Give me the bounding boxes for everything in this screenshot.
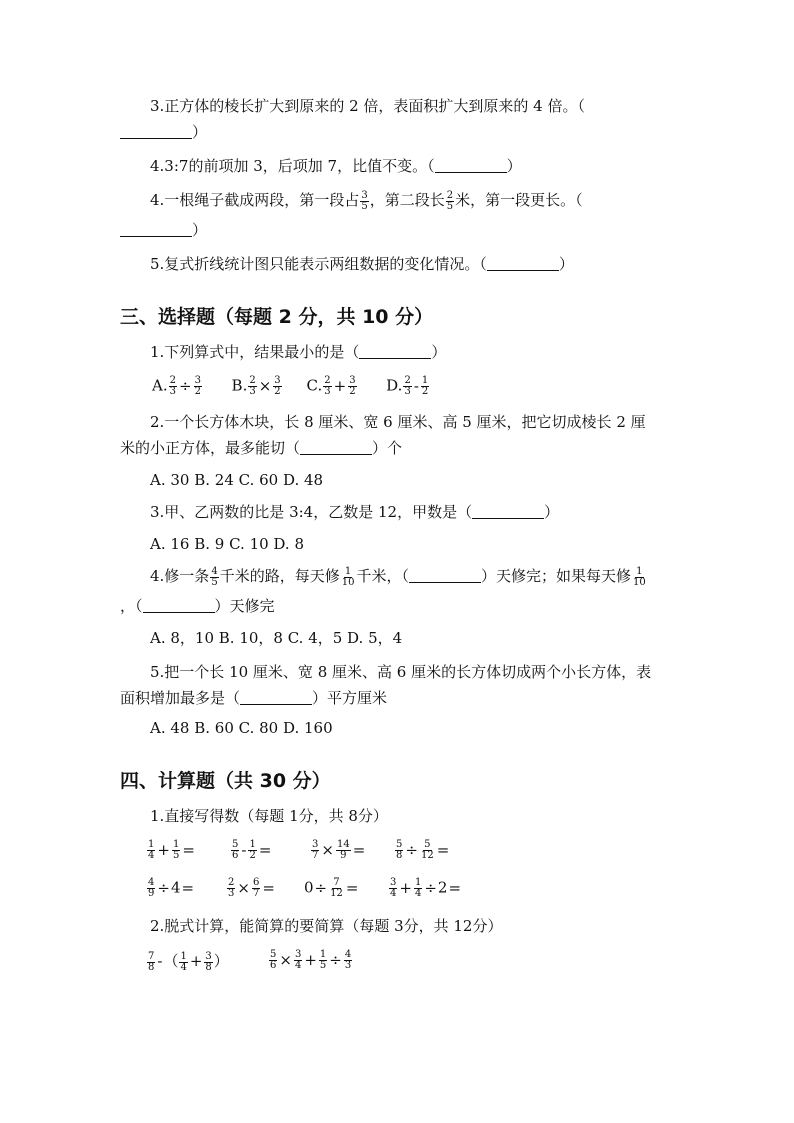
calc-expr: [310, 840, 366, 861]
text-fragment: 4.3:7的前项加 3，后项加 7，比值不变。（: [150, 157, 435, 175]
answer-blank[interactable]: [300, 439, 372, 455]
choice-q2: 2.一个长方体木块，长 8 厘米、宽 6 厘米、高 5 厘米，把它切成棱长 2 厘: [150, 413, 646, 431]
text-fragment: 1: [414, 877, 422, 888]
text-fragment: -: [241, 840, 247, 859]
text-fragment: 4: [414, 888, 422, 899]
choice-q1-options: [152, 376, 430, 397]
fraction: [341, 567, 356, 588]
text-fragment: 1: [421, 375, 429, 386]
fraction: [252, 878, 260, 899]
text-fragment: 5: [361, 200, 368, 212]
text-fragment: 5: [396, 839, 403, 850]
fraction: [632, 567, 647, 588]
fraction: [248, 840, 256, 861]
fraction: [294, 950, 302, 971]
text-fragment: 3: [344, 960, 352, 971]
text-fragment: ）天修完；如果每天修: [480, 567, 631, 585]
text-fragment: 6: [270, 960, 277, 971]
text-fragment: 1.下列算式中，结果最小的是（: [150, 343, 360, 361]
answer-blank[interactable]: [487, 255, 559, 271]
text-fragment: 3: [361, 189, 368, 201]
text-fragment: 米，第一段更长。（: [455, 191, 583, 209]
text-fragment: ×: [258, 376, 272, 395]
text-fragment: 2: [349, 386, 356, 397]
text-fragment: ）: [192, 123, 208, 141]
text-fragment: 2: [228, 877, 235, 888]
answer-blank[interactable]: [435, 157, 507, 173]
text-fragment: 1: [319, 949, 327, 960]
calc-expr: [388, 878, 462, 899]
calc-expr: [146, 840, 196, 861]
text-fragment: C.: [306, 376, 323, 395]
fraction: [147, 878, 155, 899]
text-fragment: =: [448, 878, 462, 897]
text-fragment: 4: [211, 565, 218, 577]
text-fragment: 3: [228, 888, 235, 899]
section-title-choice: 三、选择题（每题 2 分，共 10 分）: [120, 306, 434, 328]
text-fragment: 9: [148, 888, 155, 899]
text-fragment: 2: [437, 878, 448, 897]
fraction: [227, 878, 235, 899]
text-fragment: 千米的路，每天修: [219, 567, 340, 585]
choice-q4-cont: [120, 596, 275, 616]
text-fragment: 3: [205, 950, 212, 962]
fraction: [169, 376, 177, 397]
text-fragment: 1: [180, 950, 187, 962]
text-fragment: 3: [324, 386, 331, 397]
calc-expr: [146, 950, 229, 973]
text-fragment: ）天修完: [214, 597, 275, 615]
text-fragment: 2: [404, 375, 411, 386]
choice-q5-cont: [120, 688, 387, 708]
fraction: [204, 952, 212, 973]
fraction: [336, 840, 351, 861]
judge-q3-answer: [120, 122, 207, 142]
fraction: [446, 191, 454, 212]
choice-q2-cont: [120, 438, 402, 458]
answer-blank[interactable]: [120, 221, 192, 237]
text-fragment: 米的小正方体，最多能切（: [120, 439, 301, 457]
text-fragment: +: [399, 878, 412, 897]
text-fragment: 3: [294, 949, 302, 960]
section-title-calc: 四、计算题（共 30 分）: [120, 770, 331, 792]
text-fragment: 4.修一条: [150, 567, 210, 585]
choice-q3-options: A. 16 B. 9 C. 10 D. 8: [150, 535, 304, 553]
text-fragment: 5: [211, 576, 218, 588]
text-fragment: ，第二段长: [369, 191, 445, 209]
text-fragment: +: [157, 840, 170, 859]
text-fragment: 12: [420, 850, 434, 861]
text-fragment: 12: [330, 888, 343, 899]
text-fragment: =: [436, 840, 450, 859]
text-fragment: ）平方厘米: [312, 689, 388, 707]
text-fragment: 3: [390, 877, 397, 888]
text-fragment: 3: [404, 386, 411, 397]
calc-expr: [304, 878, 359, 899]
text-fragment: 4: [344, 949, 352, 960]
text-fragment: 5: [424, 839, 431, 850]
text-fragment: 7: [148, 950, 155, 962]
text-fragment: =: [352, 840, 366, 859]
judge-q3: [150, 96, 585, 116]
text-fragment: 3: [169, 386, 176, 397]
text-fragment: （: [163, 952, 179, 970]
text-fragment: ×: [237, 878, 250, 897]
answer-blank[interactable]: [409, 567, 481, 583]
text-fragment: 1: [148, 839, 155, 850]
text-fragment: 5: [232, 839, 239, 850]
fraction: [179, 952, 187, 973]
text-fragment: ）: [213, 952, 229, 970]
text-fragment: ÷: [314, 878, 328, 897]
fraction: [360, 191, 368, 212]
text-fragment: 5: [446, 200, 454, 212]
text-fragment: =: [181, 878, 195, 897]
text-fragment: ，（: [120, 597, 143, 615]
calc-expr: [226, 878, 276, 899]
calc-expr: [230, 840, 272, 861]
text-fragment: =: [182, 840, 195, 859]
text-fragment: 6: [232, 850, 239, 861]
text-fragment: ×: [321, 840, 334, 859]
text-fragment: 3: [349, 375, 356, 386]
text-fragment: 3.正方体的棱长扩大到原来的 2 倍，表面积扩大到原来的 4 倍。（: [150, 97, 585, 115]
fraction: [147, 952, 155, 973]
fraction: [395, 840, 403, 861]
text-fragment: 千米，（: [356, 567, 409, 585]
text-fragment: 10: [341, 576, 355, 588]
judge-q4a: [150, 156, 522, 176]
text-fragment: ）: [431, 343, 447, 361]
text-fragment: 4: [294, 960, 302, 971]
text-fragment: 7: [312, 850, 319, 861]
answer-blank[interactable]: [240, 689, 312, 705]
text-fragment: =: [345, 878, 359, 897]
text-fragment: +: [333, 376, 347, 395]
fraction: [344, 950, 352, 971]
text-fragment: 2: [274, 386, 281, 397]
text-fragment: 3.甲、乙两数的比是 3:4，乙数是 12，甲数是（: [150, 503, 473, 521]
text-fragment: 2: [169, 375, 176, 386]
text-fragment: 8: [148, 961, 155, 973]
text-fragment: ）: [506, 157, 522, 175]
choice-q2-options: A. 30 B. 24 C. 60 D. 48: [150, 471, 324, 489]
text-fragment: ÷: [405, 840, 418, 859]
choice-q3: [150, 502, 559, 522]
text-fragment: 4.一根绳子截成两段，第一段占: [150, 191, 360, 209]
answer-blank[interactable]: [472, 503, 544, 519]
fraction: [403, 376, 411, 397]
text-fragment: 2: [446, 189, 454, 201]
text-fragment: 2: [249, 850, 256, 861]
text-fragment: ÷: [329, 950, 342, 969]
fraction: [311, 840, 319, 861]
fraction: [329, 878, 344, 899]
text-fragment: =: [258, 840, 272, 859]
text-fragment: ÷: [424, 878, 437, 897]
fraction: [248, 376, 256, 397]
calc-expr: [394, 840, 450, 861]
calc-expr: [146, 878, 195, 899]
text-fragment: 4: [390, 888, 397, 899]
text-fragment: 3: [249, 386, 256, 397]
calc-expr: [268, 950, 353, 971]
text-fragment: 7: [252, 888, 260, 899]
text-fragment: ）: [544, 503, 560, 521]
text-fragment: ）: [558, 255, 574, 273]
text-fragment: 4: [148, 850, 155, 861]
text-fragment: D.: [386, 376, 403, 395]
text-fragment: 1: [344, 565, 352, 577]
text-fragment: 1: [636, 565, 643, 577]
text-fragment: +: [189, 952, 203, 970]
fraction: [348, 376, 356, 397]
calc-q1: 1.直接写得数（每题 1分，共 8分）: [150, 807, 388, 825]
text-fragment: ）: [192, 221, 208, 239]
text-fragment: 9: [340, 850, 347, 861]
judge-q4b-answer: [120, 220, 207, 240]
text-fragment: 1: [249, 839, 256, 850]
text-fragment: A.: [152, 376, 168, 395]
text-fragment: 8: [205, 961, 212, 973]
text-fragment: 3: [312, 839, 319, 850]
text-fragment: ÷: [157, 878, 170, 897]
text-fragment: 5.复式折线统计图只能表示两组数据的变化情况。（: [150, 255, 487, 273]
text-fragment: 1: [172, 839, 180, 850]
fraction: [147, 840, 155, 861]
fraction: [231, 840, 239, 861]
text-fragment: 面积增加最多是（: [120, 689, 241, 707]
fraction: [389, 878, 397, 899]
answer-blank[interactable]: [143, 597, 215, 613]
fraction: [210, 567, 218, 588]
fraction: [194, 376, 202, 397]
text-fragment: 3: [194, 375, 201, 386]
choice-q1: [150, 342, 446, 362]
answer-blank[interactable]: [359, 343, 431, 359]
choice-q5: 5.把一个长 10 厘米、宽 8 厘米、高 6 厘米的长方体切成两个小长方体，表: [150, 663, 652, 681]
calc-q2: 2.脱式计算，能简算的要简算（每题 3分，共 12分）: [150, 917, 503, 935]
text-fragment: -: [413, 376, 419, 395]
answer-blank[interactable]: [120, 123, 192, 139]
text-fragment: 4: [170, 878, 181, 897]
text-fragment: 5: [270, 949, 277, 960]
choice-q5-options: A. 48 B. 60 C. 80 D. 160: [150, 719, 333, 737]
text-fragment: 8: [396, 850, 403, 861]
text-fragment: 0: [304, 878, 314, 897]
fraction: [269, 950, 277, 971]
text-fragment: 2: [324, 375, 331, 386]
text-fragment: 5: [319, 960, 327, 971]
judge-q5: [150, 254, 574, 274]
fraction: [414, 878, 422, 899]
text-fragment: 14: [336, 839, 350, 850]
fraction: [420, 840, 435, 861]
text-fragment: +: [304, 950, 317, 969]
fraction: [421, 376, 429, 397]
choice-q4: [150, 566, 648, 588]
text-fragment: 2: [194, 386, 201, 397]
text-fragment: 2: [421, 386, 429, 397]
fraction: [172, 840, 180, 861]
text-fragment: =: [262, 878, 275, 897]
text-fragment: 7: [333, 877, 340, 888]
text-fragment: 3: [274, 375, 281, 386]
text-fragment: 10: [632, 576, 646, 588]
text-fragment: ÷: [178, 376, 192, 395]
choice-q4-options: A. 8，10 B. 10，8 C. 4，5 D. 5，4: [150, 629, 403, 647]
text-fragment: ）个: [372, 439, 403, 457]
text-fragment: 6: [252, 877, 260, 888]
text-fragment: B.: [231, 376, 248, 395]
judge-q4b: [150, 190, 583, 212]
fraction: [273, 376, 281, 397]
text-fragment: -: [157, 952, 163, 970]
text-fragment: ×: [279, 950, 292, 969]
text-fragment: 5: [172, 850, 180, 861]
fraction: [323, 376, 331, 397]
text-fragment: 2: [249, 375, 256, 386]
text-fragment: 4: [148, 877, 155, 888]
fraction: [319, 950, 327, 971]
text-fragment: 4: [180, 961, 187, 973]
